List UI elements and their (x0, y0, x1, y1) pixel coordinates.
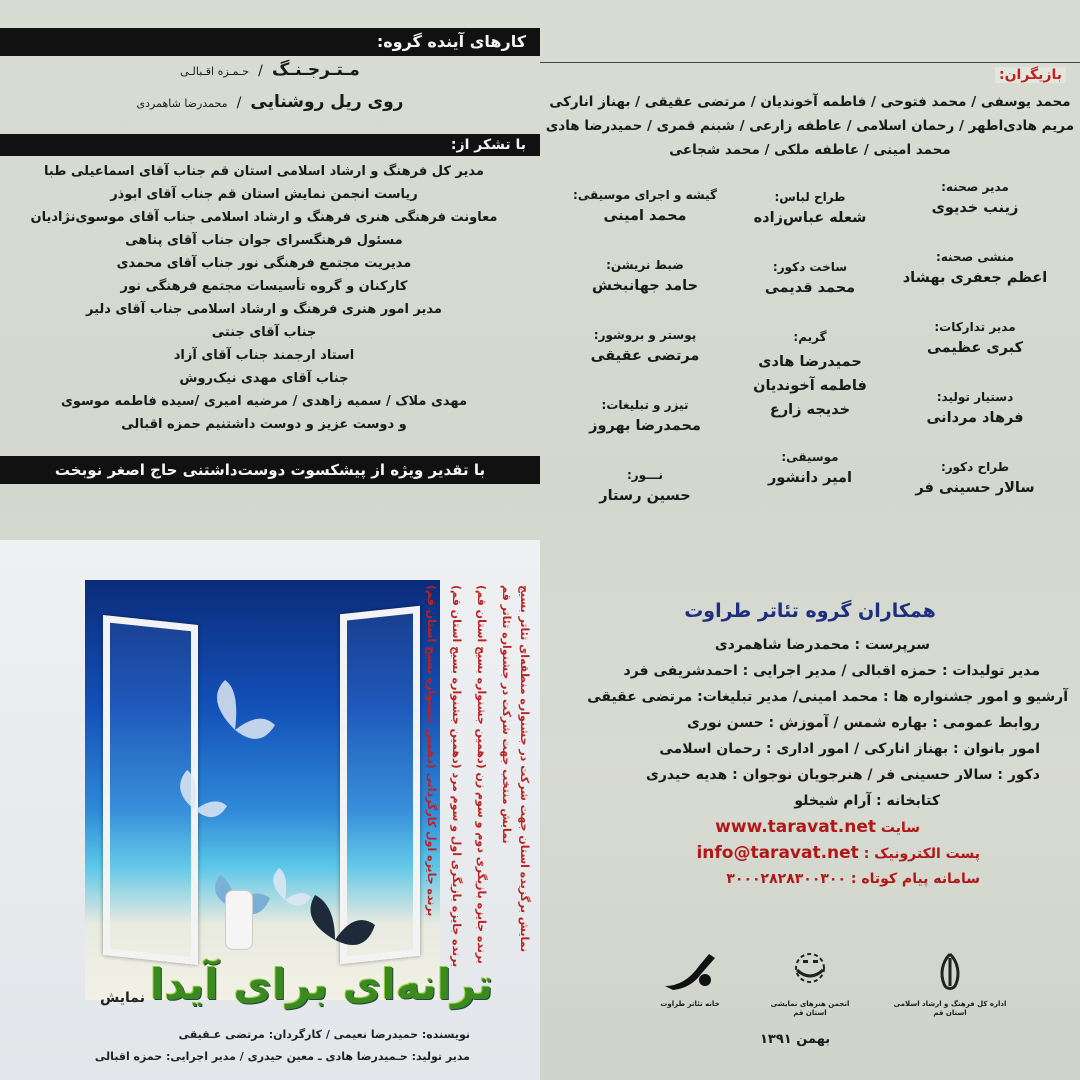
thanks-line: جناب آقای مهدی نیک‌روش (179, 371, 349, 386)
logo-caption: اداره کل فرهنگ و ارشاد اسلامی استان قم (893, 1000, 1007, 1017)
crew-name: کبری عظیمی (926, 340, 1024, 356)
theater-masks-icon (775, 950, 845, 994)
logo-ershad (890, 950, 1010, 1018)
upcoming-item (0, 92, 540, 112)
upcoming-credit: حـمـزه اقـبالـی (180, 65, 250, 78)
poster-credit: نویسنده: حمیدرضا نعیمی / کارگردان: مرتضی عـقیقی (178, 1028, 470, 1041)
baby-bottle-icon (225, 890, 253, 950)
actor-line: مریم هادی‌اطهر / رحمان اسلامی / عاطفه زارعی / شبنم قمری / حمیدرضا هادی (545, 118, 1075, 134)
sms-number: ۳۰۰۰۲۸۲۸۳۰۰۳۰۰ (726, 871, 847, 887)
website-row (540, 814, 1080, 840)
upcoming-title: روی ریل روشنایی (250, 92, 404, 112)
email-link[interactable]: info@taravat.net (696, 843, 859, 863)
sms-label: سامانه پیام کوتاه : (850, 871, 980, 887)
crew-item (560, 398, 730, 468)
poster-label: نمایش (100, 990, 145, 1006)
crew-name: امیر دانشور (768, 470, 852, 486)
crew-column-left (560, 188, 730, 538)
crew-role: تیزر و تبلیغات: (601, 398, 689, 412)
crew-name: شعله عباس‌زاده (753, 210, 867, 226)
collaborators-section (540, 600, 1080, 892)
collab-line: دکور : سالار حسینی فر / هنرجویان نوجوان : هدیه حیدری (646, 767, 1040, 783)
actor-line: محمد امینی / عاطفه ملکی / محمد شجاعی (669, 142, 951, 158)
crew-role: دستیار تولید: (936, 390, 1014, 404)
crew-column-middle (725, 190, 895, 520)
logo-caption: خانه تئاتر طراوت (660, 1000, 720, 1008)
crew-item (725, 260, 895, 330)
upcoming-credit: محمدرضا شاهمردی (136, 97, 228, 110)
actors-header: بازیگران: (995, 67, 1066, 83)
crew-item (725, 190, 895, 260)
taravat-logo-icon (655, 950, 725, 994)
award-line: نمایش منتخب جهت شرکت در جشنواره تئاتر قم (500, 585, 513, 844)
upcoming-title: مـتـرجـنـگ (271, 60, 360, 80)
special-thanks-bar: با تقدیر ویژه از پیشکسوت دوست‌داشتنی حاج اصغر نوبخت (0, 456, 540, 484)
actor-line: محمد یوسفی / محمد فتوحی / فاطمه آخوندیان / مرتضی عقیقی / بهناز انارکی (549, 94, 1071, 110)
award-line: برنده جایزه بازیگری اول و سوم مرد (دهمین جشنواره بسیج استان قم) (450, 585, 463, 968)
crew-name: حسین رستار (599, 488, 691, 504)
crew-role: پوستر و بروشور: (593, 328, 697, 342)
crew-role: مدیر صحنه: (941, 180, 1009, 194)
crew-role: گریم: (793, 330, 827, 344)
butterflies-icon (85, 580, 440, 1000)
thanks-line: ریاست انجمن نمایش استان قم جناب آقای ابوذر (110, 187, 418, 202)
crew-role: نـــور: (626, 468, 664, 482)
thanks-line: جناب آقای جنتی (211, 325, 317, 340)
crew-item (560, 328, 730, 398)
crew-role: موسیقی: (781, 450, 839, 464)
website-link[interactable]: www.taravat.net (715, 817, 877, 837)
collaborators-title: همکاران گروه تئاتر طراوت (684, 600, 936, 622)
thanks-line: استاد ارجمند جناب آقای آزاد (173, 348, 355, 363)
separator: / (258, 63, 263, 79)
crew-name: فرهاد مردانی (926, 410, 1024, 426)
crew-item (725, 330, 895, 450)
crew-role: طراح لباس: (774, 190, 846, 204)
thanks-line: مسئول فرهنگسرای جوان جناب آقای پناهی (125, 233, 403, 248)
crew-name: حامد جهانبخش (591, 278, 699, 294)
collab-line: آرشیو و امور جشنواره ها : محمد امینی/ مدیر تبلیغات: مرتضی عقیقی (587, 689, 1068, 705)
email-row (540, 840, 1080, 866)
thanks-line: مدیر امور هنری فرهنگ و ارشاد اسلامی جناب آقای دلیر (86, 302, 442, 317)
crew-role: گیشه و اجرای موسیقی: (573, 188, 717, 202)
poster-credit: مدیر تولید: حـمیدرضا هادی ـ معین حیدری / مدیر اجرایی: حمزه اقبالی (94, 1050, 470, 1063)
crew-item (725, 450, 895, 520)
upcoming-header: کارهای آینده گروه: (0, 28, 540, 56)
crew-item (560, 468, 730, 538)
crew-item (890, 390, 1060, 460)
actors-list (540, 90, 1080, 162)
collab-line: روابط عمومی : بهاره شمس / آموزش : حسن نوری (686, 715, 1040, 731)
website-label: سایت (880, 820, 920, 836)
award-line: نمایش برگزیده استان جهت شرکت در جشنواره منطقه‌ای تئاتر بسیج (518, 585, 531, 953)
thanks-line: مدیریت مجتمع فرهنگی نور جناب آقای محمدی (116, 256, 412, 271)
date: بهمن ۱۳۹۱ (760, 1032, 831, 1047)
crew-name: حمیدرضا هادی فاطمه آخوندیان خدیجه زارع (753, 354, 867, 418)
iran-emblem-icon (930, 950, 970, 994)
logo-caption: انجمن هنرهای نمایشی استان قم (770, 1000, 850, 1017)
crew-item (890, 320, 1060, 390)
crew-role: مدیر تدارکات: (934, 320, 1016, 334)
crew-item (560, 188, 730, 258)
crew-item (890, 460, 1060, 530)
actors-header-row (540, 62, 1080, 84)
award-line: برنده جایزه بازیگری دوم و سوم زن (دهمین جشنواره بسیج استان قم) (475, 585, 488, 964)
collab-line: مدیر تولیدات : حمزه اقبالی / مدیر اجرایی : احمدشریفی فرد (623, 663, 1040, 679)
thanks-line: کارکنان و گروه تأسیسات مجتمع فرهنگی نور (120, 279, 408, 294)
thanks-header: با تشکر از: (0, 134, 540, 156)
crew-item (890, 180, 1060, 250)
logo-taravat (630, 950, 750, 1009)
thanks-line: معاونت فرهنگی هنری فرهنگ و ارشاد اسلامی جناب آقای موسوی‌نژادیان (30, 210, 498, 225)
collab-line: کتابخانه : آرام شیخلو (794, 793, 940, 809)
crew-role: ساخت دکور: (772, 260, 848, 274)
crew-name: زینب خدیوی (931, 200, 1019, 216)
award-line: برنده جایزه اول کارگردانی (دهمین جشنواره بسیج استان قم) (425, 585, 438, 917)
upcoming-item (0, 60, 540, 80)
crew-name: محمد امینی (603, 208, 687, 224)
collab-line: امور بانوان : بهناز انارکی / امور اداری : رحمان اسلامی (659, 741, 1040, 757)
window-scene-image (85, 580, 440, 1000)
logo-anjoman (750, 950, 870, 1018)
crew-name: محمد قدیمی (764, 280, 856, 296)
separator: / (236, 95, 242, 111)
crew-item (560, 258, 730, 328)
crew-column-right (890, 180, 1060, 530)
crew-name: سالار حسینی فر (915, 480, 1035, 496)
collab-line: سرپرست : محمدرضا شاهمردی (714, 637, 930, 653)
crew-item (890, 250, 1060, 320)
crew-name: اعظم جعفری بهشاد (902, 270, 1048, 286)
crew-name: محمدرضا بهروز (589, 418, 701, 434)
crew-role: ضبط نریشن: (606, 258, 684, 272)
crew-role: طراح دکور: (940, 460, 1010, 474)
crew-role: منشی صحنه: (935, 250, 1015, 264)
crew-name: مرتضی عقیقی (590, 348, 700, 364)
thanks-list (0, 160, 540, 436)
sms-row (540, 866, 1080, 892)
email-label: پست الکترونیک : (863, 846, 980, 862)
poster-title: ترانه‌ای برای آیدا (150, 960, 494, 1009)
thanks-line: مدیر کل فرهنگ و ارشاد اسلامی استان قم جناب آقای اسماعیلی طبا (44, 164, 484, 179)
thanks-line: و دوست عزیز و دوست داشتنیم حمزه اقبالی (121, 417, 407, 432)
thanks-line: مهدی ملاک / سمیه زاهدی / مرضیه امیری /سیده فاطمه موسوی (60, 394, 468, 409)
